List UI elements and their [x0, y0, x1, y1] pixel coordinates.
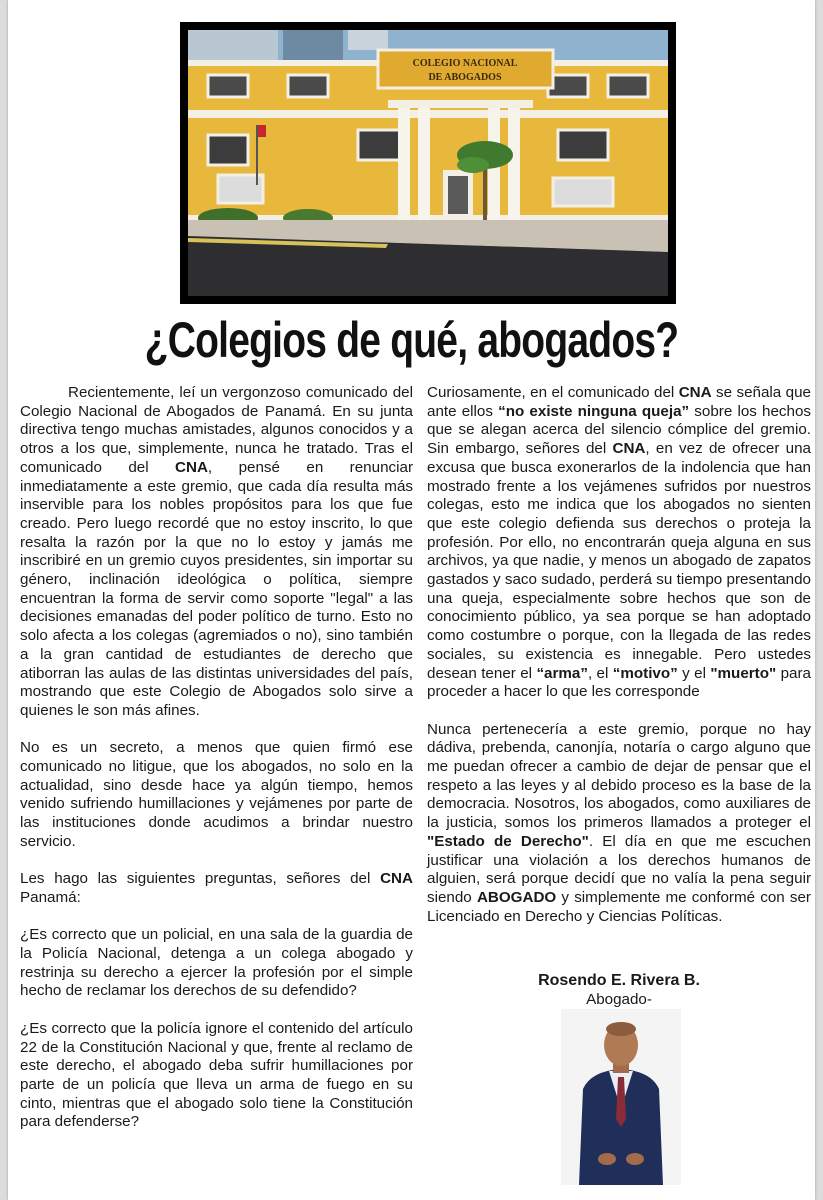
author-portrait-illustration [561, 1009, 681, 1185]
sign-text-line1: COLEGIO NACIONAL [412, 58, 518, 69]
building-photo [180, 22, 676, 304]
left-paragraph-5: ¿Es correcto que la policía ignore el contenido del artículo 22 de la Constitución Nacional y que, frente al reclamo de este derecho, el abogado deba sufrir humillaciones por parte de un policía que lleva un arma de fuego en su cinto, mientras que el abogado solo tiene la Constitución para defenderse? [20, 1019, 413, 1131]
sign-text-line2: DE ABOGADOS [428, 72, 502, 83]
left-column [20, 384, 413, 1151]
headline: ¿Colegios de qué, abogados? [144, 312, 679, 368]
author-title: Abogado- [586, 990, 652, 1008]
author-name: Rosendo E. Rivera B. [538, 972, 700, 989]
author-portrait [561, 1009, 681, 1185]
left-paragraph-1: Recientemente, leí un vergonzoso comunicado del Colegio Nacional de Abogados de Panamá. En su junta directiva tengo muchas amistades, algunos conocidos y a otros a los que, simplemente, nunca he tratado. Tras el comunicado del CNA, pensé en renunciar inmediatamente a este gremio, que cada día resulta más inservible para los nobles propósitos para los que fue creado. Pero luego recordé que no estoy inscrito, lo que resalta la razón por la que no lo estoy y jamás me inscribiré en un gremio cuyos presidentes, sin importar su género, inclinación ideológica o política, siempre encuentran la forma de servir como soporte "legal" a las decisiones emanadas del poder político de turno. Esto no solo afecta a los colegas (agremiados o no), sino también a la gran cantidad de estudiantes de derecho que atiborran las aulas de las distintas universidades del país, mostrando que este Colegio de Abogados solo sirve a quienes le son más afines. [20, 384, 413, 719]
left-paragraph-4: ¿Es correcto que un policial, en una sala de la guardia de la Policía Nacional, detenga a un colega abogado y restrinja su derecho a ejercer la profesión por el simple hecho de reclamar los derechos de su defendido? [20, 926, 413, 1000]
right-paragraph-2: Nunca pertenecería a este gremio, porque no hay dádiva, prebenda, canonjía, notaría o cargo alguno que me puedan ofrecer a cambio de dejar de pensar que el respeto a las leyes y al debido proceso es la base de la democracia. Nosotros, los abogados, como auxiliares de la justicia, somos los primeros llamados a proteger el "Estado de Derecho". El día en que me escuchen justificar una violación a los derechos humanos de alguien, será porque decidí que no valía la pena seguir siendo ABOGADO y simplemente me conformé con ser Licenciado en Derecho y Ciencias Políticas. [427, 720, 811, 925]
left-paragraph-3: Les hago las siguientes preguntas, señores del CNA Panamá: [20, 870, 413, 906]
right-column [427, 384, 811, 945]
newspaper-page [8, 0, 815, 1200]
building-illustration [188, 30, 668, 296]
right-paragraph-1: Curiosamente, en el comunicado del CNA se señala que ante ellos “no existe ninguna queja” sobre los hechos que se alegan acerca del silencio cómplice del gremio. Sin embargo, señores del CNA, en vez de ofrecer una excusa que busca exonerarlos de la indolencia que han mostrado frente a los vejámenes sufridos por nuestros colegas, esto me indica que los abogados no sienten que este colegio defienda sus derechos o proteja la profesión. Por ello, no encontrarán queja alguna en sus archivos, ya que nadie, y menos un abogado de zapatos gastados y saco sudado, perderá su tiempo presentando una queja, especialmente sobre hechos que son de conocimiento público, ya sea porque se han adoptado como costumbre o porque, con la llegada de las redes sociales, su existencia es innegable. Pero ustedes desean tener el “arma”, el “motivo” y el "muerto" para proceder a hacer lo que les corresponde [427, 384, 812, 701]
signature-block [427, 972, 811, 1009]
left-paragraph-2: No es un secreto, a menos que quien firmó ese comunicado no litigue, que los abogados, no solo en la actualidad, sino desde hace ya algún tiempo, hemos venido sufriendo humillaciones y vejámenes por parte de las instituciones donde acudimos a brindar nuestro servicio. [20, 739, 413, 850]
